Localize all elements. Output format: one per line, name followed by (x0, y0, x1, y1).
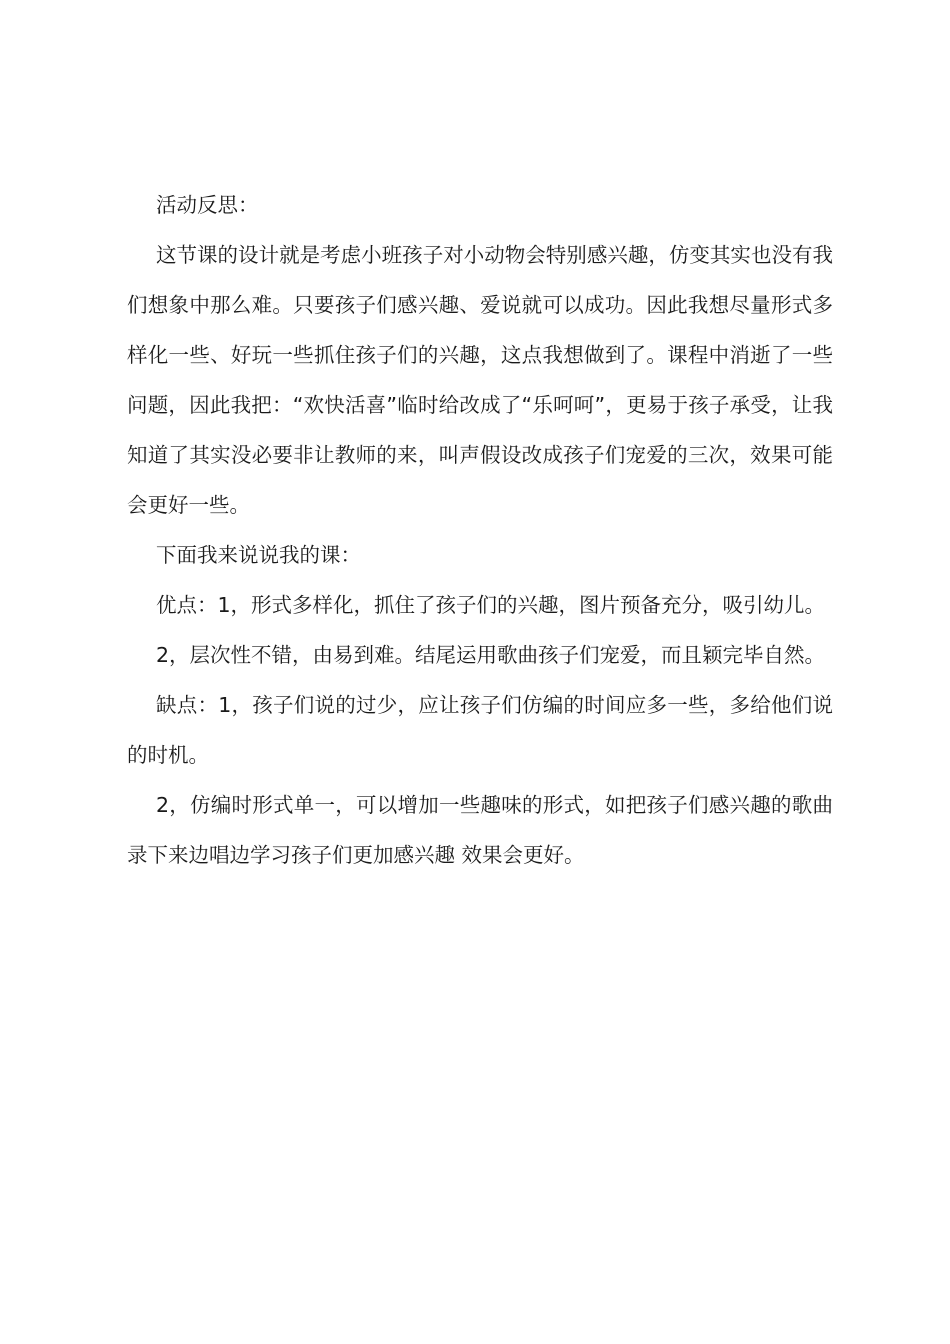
paragraph-shortcoming-1: 缺点：1，孩子们说的过少，应让孩子们仿编的时间应多一些，多给他们说的时机。 (127, 693, 833, 767)
paragraph-advantage-1: 优点：1，形式多样化，抓住了孩子们的兴趣，图片预备充分，吸引幼儿。 (156, 593, 826, 617)
paragraph-lesson-intro: 下面我来说说我的课： (156, 543, 361, 567)
paragraph-reflection-body: 这节课的设计就是考虑小班孩子对小动物会特别感兴趣，仿变其实也没有我们想象中那么难。只要孩子们感兴趣、爱说就可以成功。因此我想尽量形式多样化一些、好玩一些抓住孩子们的兴趣，这点我想做到了。课程中消逝了一些问题，因此我把：“欢快活喜”临时给改成了“乐呵呵”，更易于孩子承受，让我知道了其实没必要非让教师的来，叫声假设改成孩子们宠爱的三次，效果可能会更好一些。 (127, 243, 833, 517)
section-heading-reflection: 活动反思： (156, 193, 259, 217)
paragraph-shortcoming-2: 2，仿编时形式单一，可以增加一些趣味的形式，如把孩子们感兴趣的歌曲录下来边唱边学习孩子们更加感兴趣 效果会更好。 (127, 793, 833, 867)
document-body (127, 180, 833, 880)
paragraph-advantage-2: 2，层次性不错，由易到难。结尾运用歌曲孩子们宠爱，而且颖完毕自然。 (156, 643, 826, 667)
